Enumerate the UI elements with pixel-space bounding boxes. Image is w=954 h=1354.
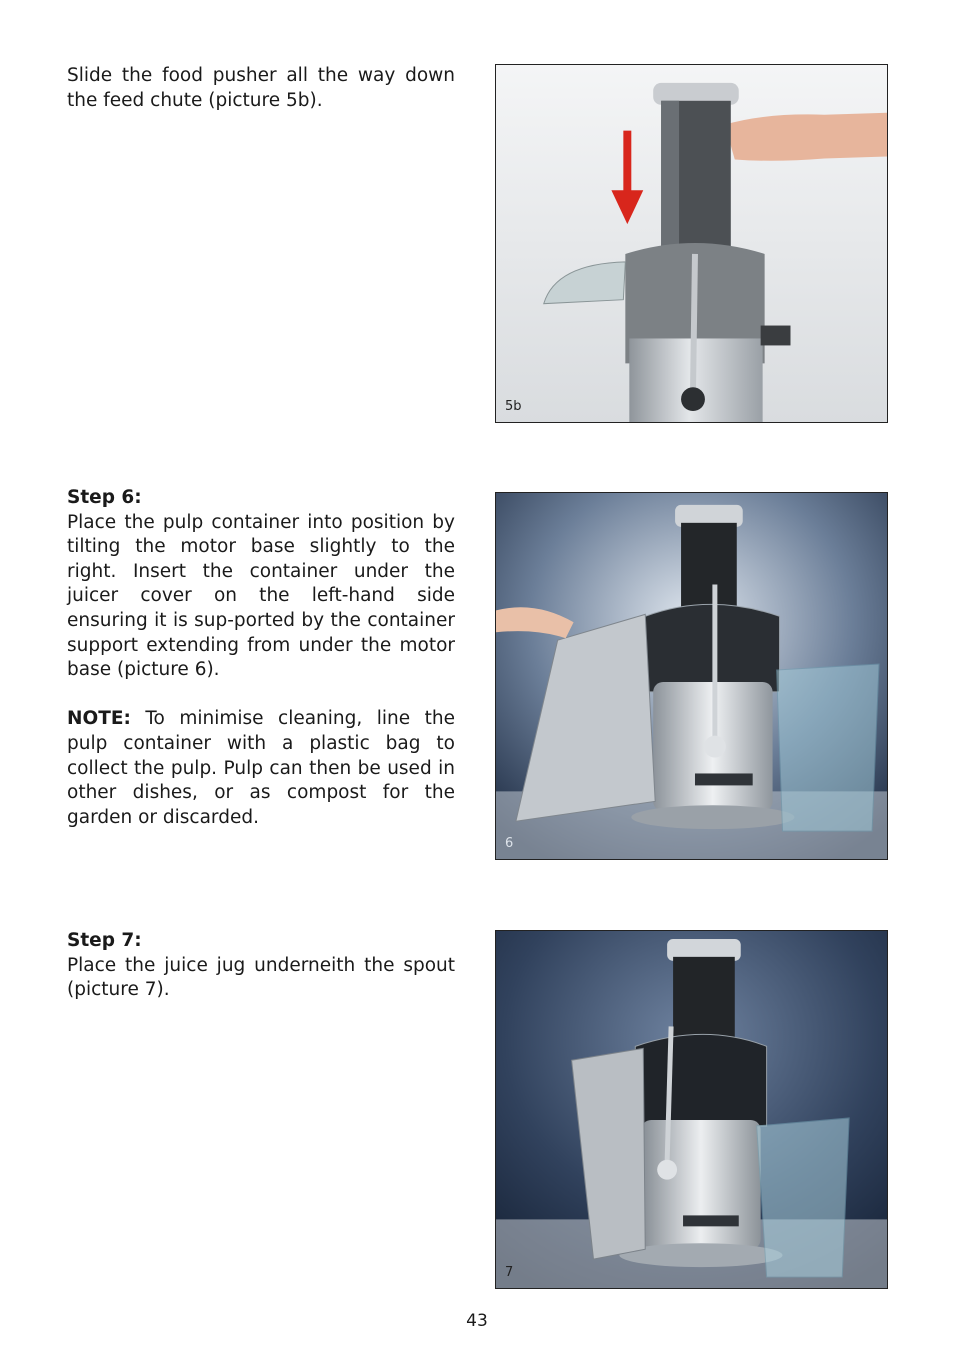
note-label: NOTE: — [67, 708, 131, 730]
figure-7-illustration — [496, 931, 887, 1288]
figure-7 — [495, 930, 888, 1289]
step-7-heading: Step 7: — [67, 930, 142, 951]
figure-6-illustration — [496, 493, 887, 859]
figure-5b — [495, 64, 888, 423]
step-6-heading: Step 6: — [67, 487, 142, 508]
step-6-text: Place the pulp container into position by tilting the motor base slightly to the right. Insert the container under the juicer cover on the left-hand side ensuring it is sup-ported by the container support extending from under the motor base (picture 6). — [67, 511, 455, 681]
step-6-note — [67, 707, 455, 830]
step-7-text: Place the juice jug underneith the spout (picture 7). — [67, 954, 455, 1001]
instruction-5b-text: Slide the food pusher all the way down the feed chute (picture 5b). — [67, 65, 455, 111]
figure-6-label: 6 — [505, 836, 514, 851]
figure-5b-label: 5b — [505, 399, 522, 414]
down-arrow-shaft — [623, 131, 631, 197]
figure-6 — [495, 492, 888, 860]
figure-7-label: 7 — [505, 1265, 514, 1280]
step-7-block — [67, 929, 455, 1003]
page-number: 43 — [466, 1311, 488, 1331]
note-text: To minimise cleaning, line the pulp container with a plastic bag to collect the pulp. Pulp can then be used in other dishes, or as compost for the garden or discarded. — [67, 708, 455, 828]
instruction-5b — [67, 64, 455, 113]
step-6-block — [67, 486, 455, 830]
figure-5b-illustration — [496, 65, 887, 422]
